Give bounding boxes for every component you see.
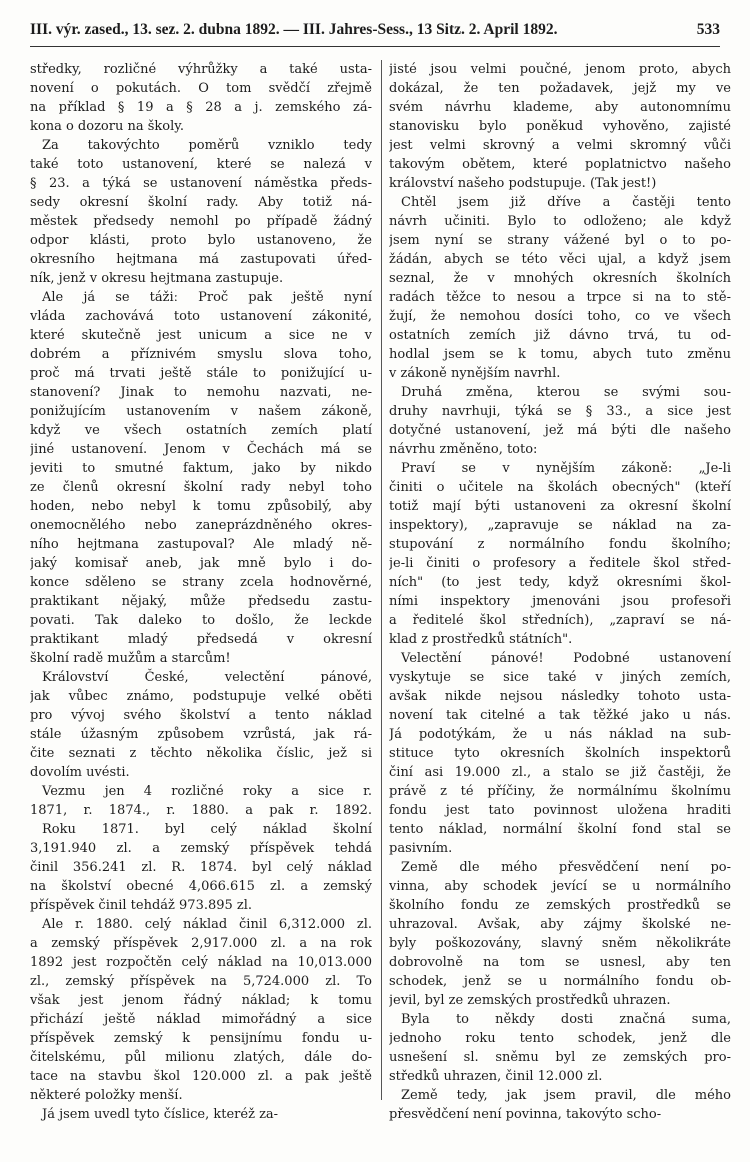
left-column-line: § 23. a týká se ustanovení náměstka předs- [30,176,372,191]
right-column-line: stanovisku bylo poněkud vyhověno, zajisté [389,119,731,134]
page-header [30,18,720,42]
right-column-line: jsem nyní se strany vážené byl o to po- [389,233,731,248]
right-column-line: dokázal, že ten požadavek, jejž my ve [389,81,731,96]
right-column-line: jisté jsou velmi poučné, jenom proto, abych [389,62,731,77]
right-column-line: dotyčné ustanovení, jež má býti dle našeho [389,423,731,438]
left-column [30,60,372,1124]
right-column-line: ostatních zemích již dávno trvá, tu od- [389,328,731,343]
left-column-line: přichází ještě náklad mimořádný a sice [30,1012,372,1027]
left-column-line: na školství obecné 4,066.615 zl. a zemský [30,879,372,894]
right-column-line: byly poškozovány, slavný sněm několikráte [389,936,731,951]
left-column-line: Roku 1871. byl celý náklad školní [42,822,372,837]
right-column-line: jevil, byl ze zemských prostředků uhrazen. [389,993,671,1008]
left-column-line: které skutečně jest unicum a sice ne v [30,328,372,343]
left-column-line: školní radě mužům a starcům! [30,651,231,666]
right-column-line: Chtěl jsem již dříve a častěji tento [401,195,731,210]
left-column-line: konce sděleno se strany zcela hodnověrné, [30,575,372,590]
left-column-line: ze členů okresní školní rady nebyl toho [30,480,372,495]
left-column-line: městek předsedy nemohl po případě žádný [30,214,372,229]
right-column-line: návrhu změněno, toto: [389,442,538,457]
left-column-line: jaký komisař aneb, jak mně bylo i do- [30,556,372,571]
right-column-line: dobrovolně na tom se usnesl, aby ten [389,955,731,970]
left-column-line: okresního hejtmana má zastupovati úřed- [30,252,372,267]
left-column-line: novení o pokutách. O tom svědčí zřejmě [30,81,372,96]
right-column-line: uhrazoval. Avšak, aby zájmy školské ne- [389,917,731,932]
right-column-line: totiž mají býti ustanoveni za okresní školní [389,499,731,514]
left-column-line: jeviti to smutné faktum, jako by nikdo [30,461,372,476]
left-column-line: příspěvek činil tehdáž 973.895 zl. [30,898,253,913]
right-column-line: v zákoně nynějším navrhl. [389,366,561,381]
left-column-line: praktikant nějaký, může předsedu zastu- [30,594,372,609]
right-column-line: je-li činiti o profesory a ředitele škol střed- [389,556,731,571]
left-column-line: Vezmu jen 4 rozličné roky a sice r. [42,784,372,799]
left-column-line: Za takovýchto poměrů vzniklo tedy [42,138,372,153]
left-column-line: ponižujícím ustanovením v našem zákoně, [30,404,372,419]
right-column-line: svém návrhu klademe, aby autonomnímu [389,100,731,115]
right-column-line: přesvědčení není povinna, takovýto scho- [389,1107,662,1122]
right-column [389,60,731,1124]
left-column-line: 1892 jest rozpočtěn celý náklad na 10,013.000 [30,955,372,970]
right-column-line: klad z prostředků státních". [389,632,573,647]
left-column-line: však jest jenom řádný náklad; k tomu [30,993,372,1008]
right-column-line: království našeho podstupuje. (Tak jest!) [389,176,657,191]
column-divider [381,60,382,1100]
page-number: 533 [696,21,720,38]
right-column-line: seznal, že v mnohých okresních školních [389,271,731,286]
right-column-line: Velectění pánové! Podobné ustanovení [401,651,731,666]
right-column-line: návrh učiniti. Bylo to odloženo; ale když [389,214,731,229]
left-column-line: stanovení? Jinak to nemohu nazvati, ne- [30,385,372,400]
right-column-line: právě z té příčiny, že normálnímu školnímu [389,784,731,799]
right-column-line: novení tak citelné a tak těžké jako u nás. [389,708,731,723]
right-column-line: středků uhrazen, činil 12.000 zl. [389,1069,603,1084]
left-column-line: vláda zachovává toto ustanovení zákonité, [30,309,372,324]
right-column-line: činiti o učitele na školách obecných" (kteří [389,480,731,495]
left-column-line: čite seznati z těchto několika číslic, jež si [30,746,372,761]
right-column-line: radách těžce to nesou a trpce si na to stě- [389,290,731,305]
header-rule [30,46,720,47]
right-column-line: jest velmi skrovný a velmi skromný vůči [389,138,731,153]
right-column-line: stupování z normálního fondu školního; [389,537,731,552]
right-column-line: Druhá změna, kterou se svými sou- [401,385,731,400]
right-column-line: stituce tyto okresních školních inspektorů [389,746,731,761]
left-column-line: čitelskému, půl milionu zlatých, dále do- [30,1050,372,1065]
right-column-line: Země tedy, jak jsem pravil, dle mého [401,1088,731,1103]
right-column-line: druhy navrhuji, týká se § 33., a sice jest [389,404,731,419]
right-column-line: vinna, aby schodek jevící se u normálního [389,879,731,894]
left-column-line: ník, jenž v okresu hejtmana zastupuje. [30,271,284,286]
right-column-line: a ředitelé škol středních), „zapraví se ná- [389,613,731,628]
left-column-line: onemocnělého nebo zaneprázdněného okres- [30,518,372,533]
left-column-line: Ale já se tážiː Proč pak ještě nyní [42,290,372,305]
left-column-line: tace na stavbu škol 120.000 zl. a pak ještě [30,1069,372,1084]
right-column-line: hodlal jsem se k tomu, abych tuto změnu [389,347,731,362]
right-column-line: usnešení sl. sněmu byl ze zemských pro- [389,1050,731,1065]
left-column-line: stále úžasným způsobem vzrůstá, jak rá- [30,727,372,742]
right-column-line: školního fondu ze zemských prostředků se [389,898,731,913]
right-column-line: inspektory), „zapravuje se náklad na za- [389,518,731,533]
left-column-line: některé položky menší. [30,1088,183,1103]
left-column-line: Já jsem uvedl tyto číslice, kteréž za- [42,1107,279,1122]
right-column-line: pasivním. [389,841,453,856]
left-column-line: praktikant mladý předsedá v okresní [30,632,372,647]
right-column-line: jednoho roku tento schodek, jenž dle [389,1031,731,1046]
right-column-line: činí asi 19.000 zl., a stalo se již častěji, že [389,765,731,780]
right-column-line: avšak nikde nejsou následky tohoto usta- [389,689,731,704]
right-column-line: tento náklad, normální školní fond stal se [389,822,731,837]
left-column-line: dovolím uvésti. [30,765,130,780]
left-column-line: kona o dozoru na školy. [30,119,185,134]
left-column-line: jiné ustanovení. Jenom v Čechách má se [30,442,372,457]
left-column-line: středky, rozličné výhrůžky a také usta- [30,62,372,77]
left-column-line: povati. Tak daleko to došlo, že leckde [30,613,372,628]
left-column-line: 3,191.940 zl. a zemský příspěvek tehdá [30,841,372,856]
header-title: III. výr. zased., 13. sez. 2. dubna 1892. — III. Jahres-Sess., 13 Sitz. 2. April 1892. [30,21,558,38]
left-column-line: hoden, nebo nebyl k tomu způsobilý, aby [30,499,372,514]
left-column-line: proč má trvati ještě stále to ponižující u- [30,366,372,381]
left-column-line: Ale r. 1880. celý náklad činil 6,312.000 zl. [42,917,372,932]
right-column-line: Praví se v nynějším zákoně: „Je-li [401,461,731,476]
left-column-line: když ve všech ostatních zemích platí [30,423,372,438]
left-column-line: činil 356.241 zl. R. 1874. byl celý náklad [30,860,372,875]
left-column-line: příspěvek zemský k pensijnímu fondu u- [30,1031,372,1046]
left-column-line: a zemský příspěvek 2,917.000 zl. a na rok [30,936,372,951]
right-column-line: ními inspektory jmenováni jsou profesoři [389,594,731,609]
left-column-line: ního hejtmana zastupoval? Ale mladý ně- [30,537,372,552]
left-column-line: dobrém a příznivém smyslu slova toho, [30,347,372,362]
left-column-line: sedy okresní školní rady. Aby totiž ná- [30,195,372,210]
right-column-line: fondu jest tato povinnost uložena hraditi [389,803,731,818]
left-column-line: také toto ustanovení, které se nalezá v [30,157,372,172]
right-column-line: Země dle mého přesvědčení není po- [401,860,731,875]
right-column-line: Byla to někdy dosti značná suma, [401,1012,731,1027]
right-column-line: schodek, jenž se u normálního fondu ob- [389,974,731,989]
right-column-line: žují, že nemohou dosíci toho, co ve všech [389,309,731,324]
right-column-line: takovým obětem, které poplatnictvo našeho [389,157,731,172]
left-column-line: jak vůbec známo, podstupuje velké oběti [30,689,372,704]
left-column-line: 1871, r. 1874., r. 1880. a pak r. 1892. [30,803,372,818]
right-column-line: Já podotýkám, že u nás náklad na sub- [389,727,731,742]
left-column-line: zl., zemský příspěvek na 5,724.000 zl. To [30,974,372,989]
left-column-line: na příklad § 19 a § 28 a j. zemského zá- [30,100,372,115]
right-column-line: vyskytuje se sice také v jiných zemích, [389,670,731,685]
left-column-line: odpor klásti, proto bylo ustanoveno, že [30,233,372,248]
right-column-line: ních" (to jest tedy, když okresními škol- [389,575,731,590]
left-column-line: pro vývoj svého školství a tento náklad [30,708,372,723]
left-column-line: Království České, velectění pánové, [42,670,372,685]
right-column-line: žádán, abych se této věci ujal, a když jsem [389,252,731,267]
